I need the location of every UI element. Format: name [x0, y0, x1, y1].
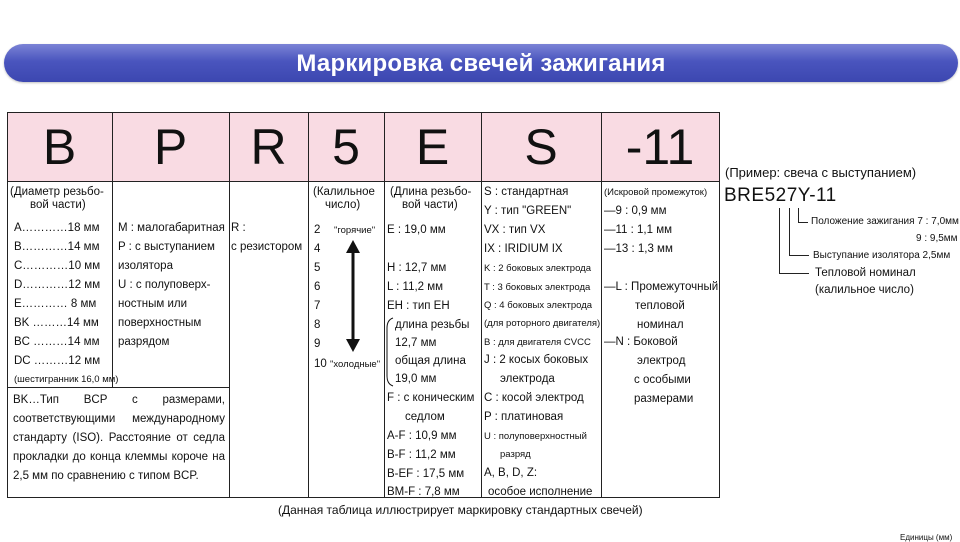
heat-number: 5: [314, 262, 321, 274]
col1-row: E………… 8 мм: [14, 298, 97, 310]
col5-row: E : 19,0 мм: [387, 224, 446, 236]
example-code: BRE527Y-11: [724, 185, 837, 206]
col6-row: S : стандартная: [484, 186, 569, 198]
col6-row: (для роторного двигателя): [484, 318, 601, 329]
example-ann-heat: Тепловой номинал: [815, 267, 916, 279]
corner-units: Единицы (мм): [900, 533, 953, 542]
col7-row: —9 : 0,9 мм: [604, 205, 667, 217]
col1-row: B…………14 мм: [14, 241, 100, 253]
heat-number: 10: [314, 358, 327, 370]
col5-row: длина резьбы: [395, 319, 470, 331]
col2-row: ностным или: [118, 298, 188, 310]
col5-row: B-EF : 17,5 мм: [387, 468, 465, 480]
col2-row: разрядом: [118, 336, 170, 348]
col3-row: R :: [231, 222, 246, 234]
col1-footnote: (шестигранник 16,0 мм): [14, 374, 119, 385]
col1-row: BK ………14 мм: [14, 317, 99, 329]
header-letter-resistor: R: [250, 119, 287, 175]
col6-row: особое исполнение: [488, 486, 593, 498]
heat-number: 4: [314, 243, 321, 255]
col5-row: 12,7 мм: [395, 337, 437, 349]
page-title: Маркировка свечей зажигания: [296, 50, 666, 77]
example-ann-projection: Выступание изолятора 2,5мм: [813, 250, 951, 261]
double-arrow-icon: [346, 240, 360, 352]
col5-row: B-F : 11,2 мм: [387, 449, 456, 461]
col5-row: L : 11,2 мм: [387, 281, 444, 293]
col7-row: номинал: [637, 319, 684, 331]
col6-row: Y : тип "GREEN": [484, 205, 572, 217]
col1-row: DC ………12 мм: [14, 355, 101, 367]
col4-heading-line2: число): [325, 199, 361, 211]
col5-row: EH : тип EH: [387, 300, 450, 312]
bottom-note: (Данная таблица иллюстрирует маркировку стандартных свечей): [278, 503, 643, 517]
header-letter-reach: E: [415, 119, 450, 175]
heat-number: 6: [314, 281, 321, 293]
col7-row: —L : Промежуточный: [604, 281, 719, 293]
col3-row: с резистором: [231, 241, 303, 253]
col6-row: электрода: [500, 373, 555, 385]
col5-row: H : 12,7 мм: [387, 262, 447, 274]
example-ann-ignition: Положение зажигания 7 : 7,0мм: [811, 216, 959, 227]
col2-row: M : малогабаритная: [118, 222, 225, 234]
col1-row: A…………18 мм: [14, 222, 100, 234]
col1-heading-line2: вой части): [30, 199, 86, 211]
col7-heading: (Искровой промежуток): [604, 187, 708, 198]
hot-label: "горячие": [334, 225, 376, 236]
col5-heading-line2: вой части): [402, 199, 458, 211]
header-letter-design: P: [153, 119, 188, 175]
col5-row: BM-F : 7,8 мм: [387, 486, 460, 498]
example-ann-ignition-9: 9 : 9,5мм: [916, 233, 958, 244]
col7-row: электрод: [637, 355, 686, 367]
col2-row: поверхностным: [118, 317, 202, 329]
col6-row: A, B, D, Z:: [484, 467, 538, 479]
cold-label: "холодные": [330, 359, 381, 370]
col2-row: изолятора: [118, 260, 173, 272]
title-banner: [4, 44, 958, 82]
col6-row: U : полуповерхностный: [484, 431, 587, 442]
col7-row: размерами: [634, 393, 694, 405]
header-letter-gap: -11: [625, 119, 695, 175]
col6-row: J : 2 косых боковых: [484, 354, 589, 366]
col5-row: A-F : 10,9 мм: [387, 430, 457, 442]
col6-row: T : 3 боковых электрода: [484, 282, 591, 293]
col6-row: Q : 4 боковых электрода: [484, 300, 593, 311]
col5-row: общая длина: [395, 355, 466, 367]
col7-row: —N : Боковой: [604, 336, 678, 348]
col7-row: —11 : 1,1 мм: [604, 224, 673, 236]
heat-number: 2: [314, 224, 321, 236]
col7-row: —13 : 1,3 мм: [604, 243, 673, 255]
col7-row: тепловой: [635, 300, 685, 312]
col1-row: BC ………14 мм: [14, 336, 100, 348]
col2-row: U : с полуповерх-: [118, 279, 211, 291]
header-letter-type: S: [524, 119, 558, 175]
col7-row: с особыми: [634, 374, 691, 386]
heat-number: 8: [314, 319, 321, 331]
col6-row: C : косой электрод: [484, 392, 584, 404]
col5-row: F : с коническим: [387, 392, 475, 404]
example-ann-heat-2: (калильное число): [815, 284, 914, 296]
header-letter-heat-range: 5: [332, 119, 360, 175]
heat-number: 9: [314, 338, 321, 350]
example-title: (Пример: свеча с выступанием): [725, 165, 917, 180]
col6-row: IX : IRIDIUM IX: [484, 243, 563, 255]
col5-row: седлом: [405, 411, 445, 423]
bracket-icon: [386, 316, 394, 388]
col6-row: P : платиновая: [484, 411, 564, 423]
col1-paragraph: BK…Тип BCP с размерами, соответствующими международному стандарту (ISO). Расстояние от седла прокладки до конца клеммы короче на 2,5 мм по сравнению с типом BCP.: [13, 394, 225, 482]
col6-row: VX : тип VX: [484, 224, 546, 236]
col1-row: C…………10 мм: [14, 260, 101, 272]
col5-heading-line1: (Длина резьбо-: [390, 186, 472, 198]
heat-number: 7: [314, 300, 321, 312]
col4-heading-line1: (Калильное: [313, 186, 375, 198]
col6-row: B : для двигателя CVCC: [484, 337, 591, 348]
col6-row: разряд: [500, 449, 531, 460]
col2-row: P : с выступанием: [118, 241, 215, 253]
col6-row: K : 2 боковых электрода: [484, 263, 591, 274]
col1-heading-line1: (Диаметр резьбо-: [10, 186, 104, 198]
col1-row: D…………12 мм: [14, 279, 101, 291]
header-letter-diameter: B: [42, 119, 77, 175]
col5-row: 19,0 мм: [395, 373, 437, 385]
